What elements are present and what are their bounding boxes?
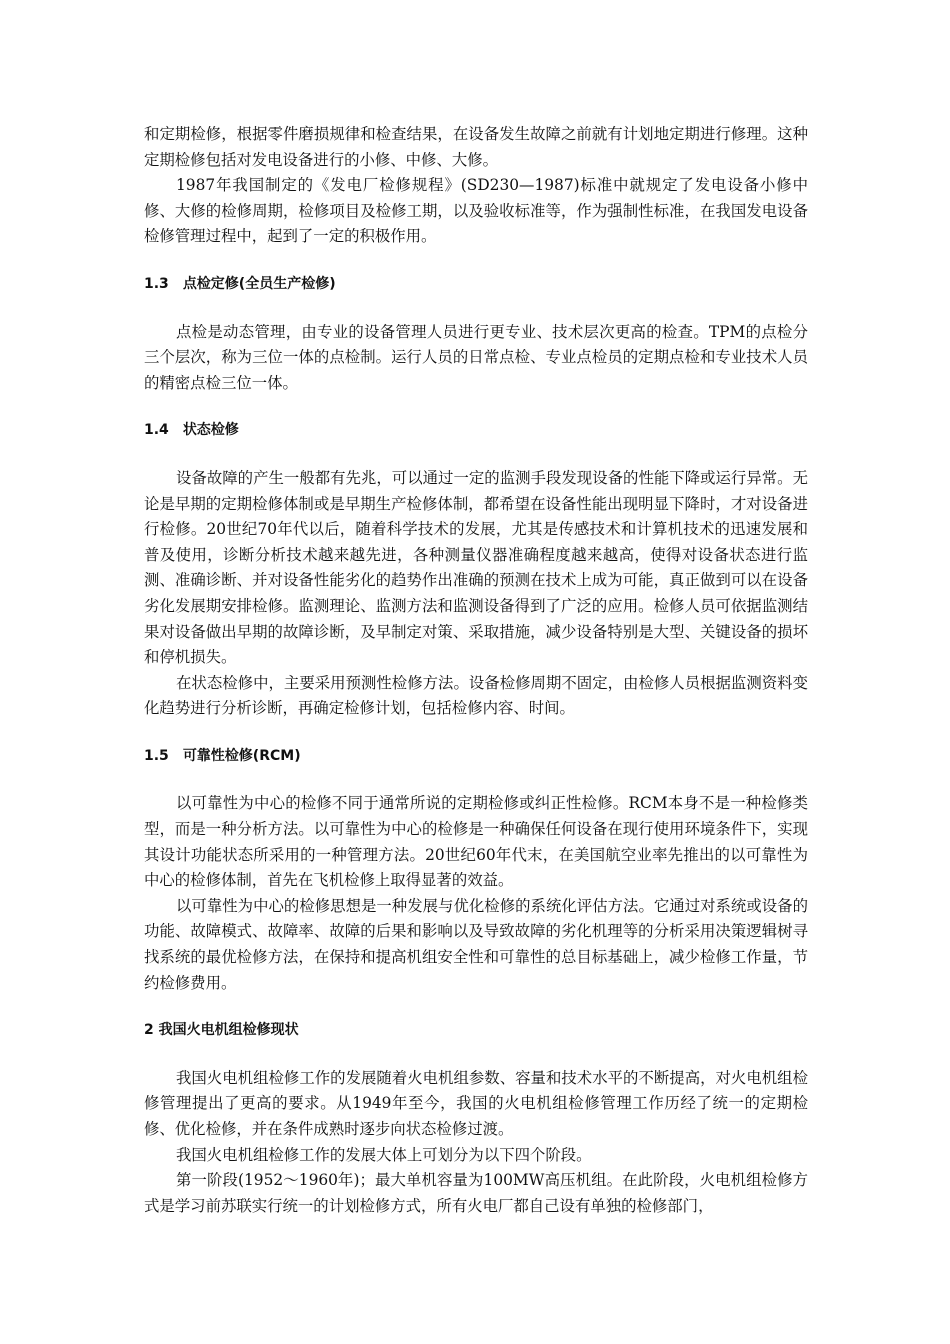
section-title: 状态检修 [182, 422, 239, 439]
section-title: 可靠性检修(RCM) [182, 747, 301, 764]
section-number: 1.5 [144, 747, 169, 764]
section-heading-1-5 [144, 744, 808, 770]
section-heading-1-4 [144, 418, 808, 444]
paragraph: 我国火电机组检修工作的发展大体上可划分为以下四个阶段。 [176, 1145, 592, 1164]
paragraph: 在状态检修中，主要采用预测性检修方法。设备检修周期不固定，由检修人员根据监测资料变化趋势进行分析诊断，再确定检修计划，包括检修内容、时间。 [144, 673, 808, 718]
paragraph: 以可靠性为中心的检修思想是一种发展与优化检修的系统化评估方法。它通过对系统或设备的功能、故障模式、故障率、故障的后果和影响以及导致故障的劣化机理等的分析采用决策逻辑树寻找系统的最优检修方法，在保持和提高机组安全性和可靠性的总目标基础上，减少检修工作量，节约检修费用。 [144, 896, 808, 992]
section-number: 1.4 [144, 422, 169, 439]
paragraph: 我国火电机组检修工作的发展随着火电机组参数、容量和技术水平的不断提高，对火电机组检修管理提出了更高的要求。从1949年至今，我国的火电机组检修管理工作历经了统一的定期检修、优化检修，并在条件成熟时逐步向状态检修过渡。 [144, 1068, 808, 1138]
paragraph: 第一阶段(1952～1960年)；最大单机容量为100MW高压机组。在此阶段，火电机组检修方式是学习前苏联实行统一的计划检修方式，所有火电厂都自己设有单独的检修部门， [144, 1171, 808, 1215]
paragraph: 设备故障的产生一般都有先兆，可以通过一定的监测手段发现设备的性能下降或运行异常。无论是早期的定期检修体制或是早期生产检修体制，都希望在设备性能出现明显下降时，才对设备进行检修。20世纪70年代以后，随着科学技术的发展，尤其是传感技术和计算机技术的迅速发展和普及使用，诊断分析技术越来越先进，各种测量仪器准确程度越来越高，使得对设备状态进行监测、准确诊断、并对设备性能劣化的趋势作出准确的预测在技术上成为可能，真正做到可以在设备劣化发展期安排检修。监测理论、监测方法和监测设备得到了广泛的应用。检修人员可依据监测结果对设备做出早期的故障诊断，及早制定对策、采取措施，减少设备特别是大型、关键设备的损坏和停机损失。 [144, 468, 808, 667]
document-body [144, 122, 808, 1219]
section-heading-2: 2 我国火电机组检修现状 [144, 1022, 299, 1039]
paragraph: 1987年我国制定的《发电厂检修规程》(SD230—1987)标准中就规定了发电设备小修中修、大修的检修周期，检修项目及检修工期，以及验收标准等，作为强制性标准，在我国发电设备检修管理过程中，起到了一定的积极作用。 [144, 176, 808, 246]
section-title: 点检定修(全员生产检修) [182, 275, 336, 292]
section-number: 1.3 [144, 275, 169, 292]
paragraph: 点检是动态管理，由专业的设备管理人员进行更专业、技术层次更高的检查。TPM的点检分三个层次，称为三位一体的点检制。运行人员的日常点检、专业点检员的定期点检和专业技术人员的精密点检三位一体。 [144, 322, 808, 392]
section-heading-1-3 [144, 272, 808, 298]
paragraph: 和定期检修，根据零件磨损规律和检查结果，在设备发生故障之前就有计划地定期进行修理。这种定期检修包括对发电设备进行的小修、中修、大修。 [144, 125, 808, 169]
paragraph: 以可靠性为中心的检修不同于通常所说的定期检修或纠正性检修。RCM本身不是一种检修类型，而是一种分析方法。以可靠性为中心的检修是一种确保任何设备在现行使用环境条件下，实现其设计功能状态所采用的一种管理方法。20世纪60年代末，在美国航空业率先推出的以可靠性为中心的检修体制，首先在飞机检修上取得显著的效益。 [144, 794, 808, 890]
